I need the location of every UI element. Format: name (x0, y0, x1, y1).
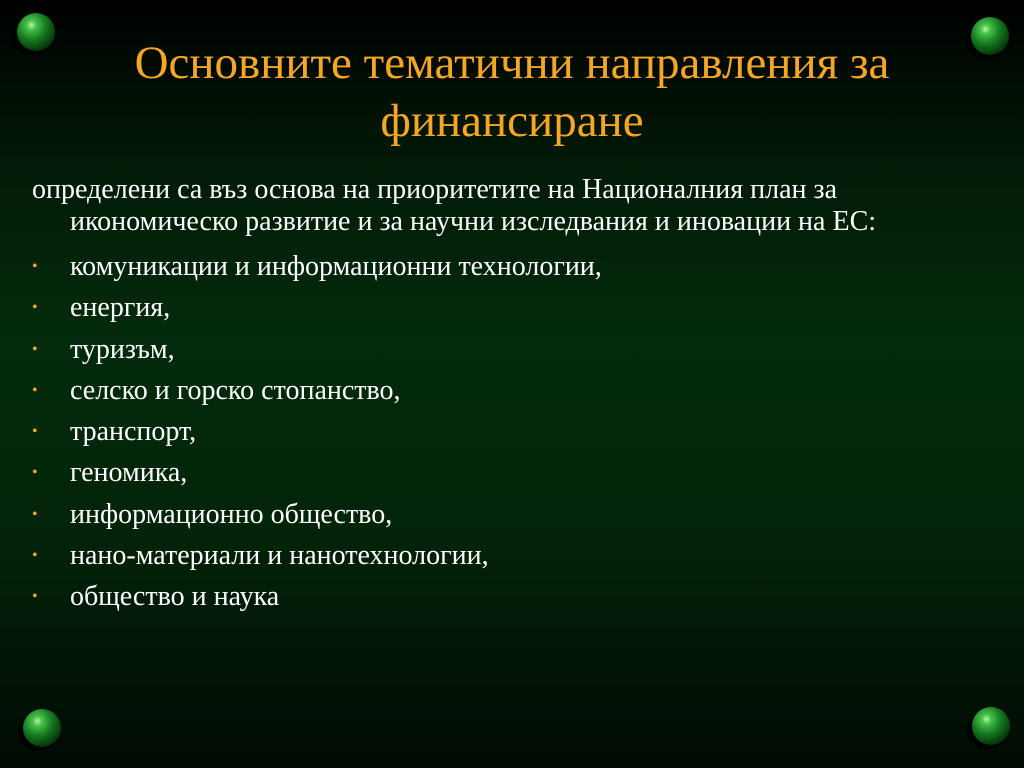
bullet-icon: • (32, 381, 38, 399)
list-item (32, 576, 1002, 617)
list-item-text: селско и горско стопанство, (70, 374, 401, 406)
list-item (32, 411, 1002, 452)
intro-paragraph: определени са въз основа на приоритетите на Националния план за икономическо развитие и за научни изследвания и иновации на ЕС: (32, 174, 877, 237)
list-item (32, 246, 1002, 287)
slide-title: Основните тематични направления за финансиране (134, 37, 890, 147)
list-item-text: енергия, (70, 292, 171, 324)
list-item (32, 494, 1002, 535)
bullet-icon: • (32, 258, 38, 275)
topic-list (32, 246, 1002, 618)
list-item (32, 452, 1002, 493)
slide-body (32, 174, 1002, 618)
list-item-text: нано-материали и нанотехнологии, (70, 540, 489, 572)
bullet-icon: • (32, 588, 38, 606)
bullet-icon: • (32, 340, 38, 358)
list-item (32, 535, 1002, 576)
bullet-icon: • (32, 505, 38, 523)
list-item-text: геномика, (70, 457, 188, 489)
bullet-icon: • (32, 299, 38, 317)
list-item-text: туризъм, (70, 333, 175, 365)
list-item-text: информационно общество, (70, 498, 393, 530)
list-item-text: транспорт, (70, 416, 197, 448)
list-item (32, 287, 1002, 328)
green-sphere-icon (18, 708, 62, 752)
bullet-icon: • (32, 464, 38, 482)
bullet-icon: • (32, 547, 38, 565)
list-item-text: общество и наука (70, 581, 280, 613)
list-item-text: комуникации и информационни технологии, (70, 251, 602, 282)
list-item (32, 370, 1002, 411)
green-sphere-icon (967, 706, 1011, 750)
bullet-icon: • (32, 423, 38, 441)
list-item (32, 329, 1002, 370)
